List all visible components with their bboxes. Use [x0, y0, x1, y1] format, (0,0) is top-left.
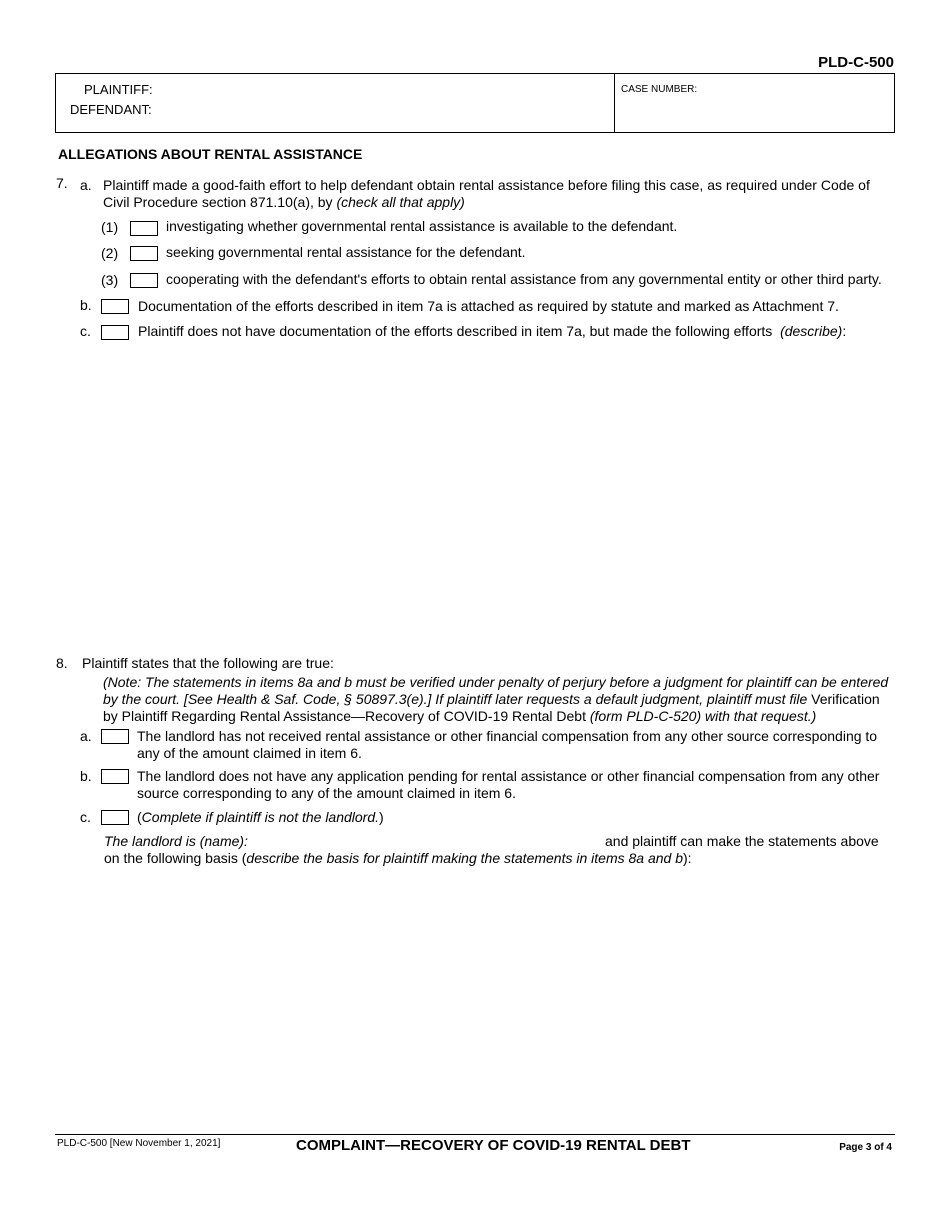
- item8-note-line2: [103, 691, 893, 708]
- item8-intro: Plaintiff states that the following are true:: [82, 655, 334, 671]
- footer-revision: PLD-C-500 [New November 1, 2021]: [57, 1138, 221, 1149]
- item8-note-line3: [103, 708, 893, 725]
- item7c-main: Plaintiff does not have documentation of the efforts described in item 7a, but made the following efforts: [138, 323, 773, 339]
- item8b-line2: source corresponding to any of the amount claimed in item 6.: [137, 785, 516, 801]
- item7a2-text: seeking governmental rental assistance for the defendant.: [166, 244, 526, 260]
- item7a-line1: Plaintiff made a good-faith effort to help defendant obtain rental assistance before filing this case, as required under Code of: [103, 177, 870, 193]
- item8c-basis-start: on the following basis (: [104, 850, 247, 866]
- item8c-paren-close: ): [379, 809, 384, 825]
- item7b-text: Documentation of the efforts described in item 7a is attached as required by statute and marked as Attachment 7.: [138, 298, 839, 314]
- section-title: ALLEGATIONS ABOUT RENTAL ASSISTANCE: [58, 146, 363, 162]
- item8c-letter: c.: [80, 809, 91, 825]
- item8-note: [103, 674, 893, 725]
- item8c-complete-if: Complete if plaintiff is not the landlord.: [141, 809, 380, 825]
- item7a3-text: cooperating with the defendant's efforts to obtain rental assistance from any governmental entity or other third party.: [166, 271, 882, 287]
- item7a-line2-text: Civil Procedure section 871.10(a), by: [103, 194, 333, 210]
- defendant-label: DEFENDANT:: [70, 102, 152, 117]
- footer-rule: [55, 1134, 895, 1135]
- item7c-letter: c.: [80, 323, 91, 339]
- item7c-checkbox[interactable]: [101, 325, 129, 340]
- item8-note-line1: (Note: The statements in items 8a and b must be verified under penalty of perjury before a judgment for plaintiff can be entered: [103, 674, 889, 690]
- item7c-colon: :: [842, 323, 847, 339]
- item8c-paren-open: (: [137, 809, 142, 825]
- item7-number: 7.: [56, 175, 68, 191]
- footer-page-number: Page 3 of 4: [839, 1142, 892, 1153]
- item8c-checkbox[interactable]: [101, 810, 129, 825]
- item7a1-num: (1): [101, 219, 119, 235]
- item8b-text: [137, 768, 893, 802]
- item7a-line2: [103, 194, 893, 211]
- item7a1-text: investigating whether governmental rental assistance is available to the defendant.: [166, 218, 678, 234]
- item7a-letter: a.: [80, 177, 92, 193]
- item7b-letter: b.: [80, 297, 92, 313]
- item7a-check-all: (check all that apply): [336, 194, 465, 210]
- item7a3-checkbox[interactable]: [130, 273, 158, 288]
- item7a3-num: (3): [101, 272, 119, 288]
- item8a-line2: any of the amount claimed in item 6.: [137, 745, 362, 761]
- item7a-text: [103, 177, 893, 211]
- item8-note-form-title: by Plaintiff Regarding Rental Assistance—Recovery of COVID-19 Rental Debt: [103, 708, 586, 724]
- item8-note-line2-italic: by the court. [See Health & Saf. Code, § 50897.3(e).] If plaintiff later requests a default judgment, plaintiff must file: [103, 691, 808, 707]
- item8c-basis-italic: describe the basis for plaintiff making the statements in items 8a and b: [246, 850, 683, 866]
- item7c-text: [138, 323, 846, 339]
- caption-divider: [614, 74, 615, 132]
- item7a1-checkbox[interactable]: [130, 221, 158, 236]
- item8b-checkbox[interactable]: [101, 769, 129, 784]
- item8a-text: [137, 728, 893, 762]
- case-number-label: CASE NUMBER:: [621, 84, 698, 95]
- item7c-describe: (describe): [780, 323, 843, 339]
- landlord-right-text: and plaintiff can make the statements above: [605, 833, 879, 849]
- item7a2-checkbox[interactable]: [130, 246, 158, 261]
- item8a-line1: The landlord has not received rental assistance or other financial compensation from any other source corresponding to: [137, 728, 878, 744]
- item7b-checkbox[interactable]: [101, 299, 129, 314]
- footer-title: COMPLAINT—RECOVERY OF COVID-19 RENTAL DEBT: [296, 1137, 691, 1154]
- item8c-basis: [104, 850, 692, 866]
- landlord-name-field[interactable]: [250, 830, 600, 850]
- item8-note-verification: Verification: [811, 691, 880, 707]
- item8c-instruction: [137, 809, 384, 825]
- item8b-line1: The landlord does not have any application pending for rental assistance or other financial compensation from any other: [137, 768, 880, 784]
- item7a2-num: (2): [101, 245, 119, 261]
- item8-number: 8.: [56, 655, 68, 671]
- caption-box: [55, 73, 895, 133]
- landlord-name-label: The landlord is (name):: [104, 833, 248, 849]
- item8c-basis-end: ):: [683, 850, 692, 866]
- form-number: PLD-C-500: [818, 54, 894, 71]
- item8a-letter: a.: [80, 728, 92, 744]
- item8a-checkbox[interactable]: [101, 729, 129, 744]
- item8b-letter: b.: [80, 768, 92, 784]
- item8-note-form-number: (form PLD-C-520) with that request.): [589, 708, 817, 724]
- plaintiff-label: PLAINTIFF:: [84, 82, 153, 97]
